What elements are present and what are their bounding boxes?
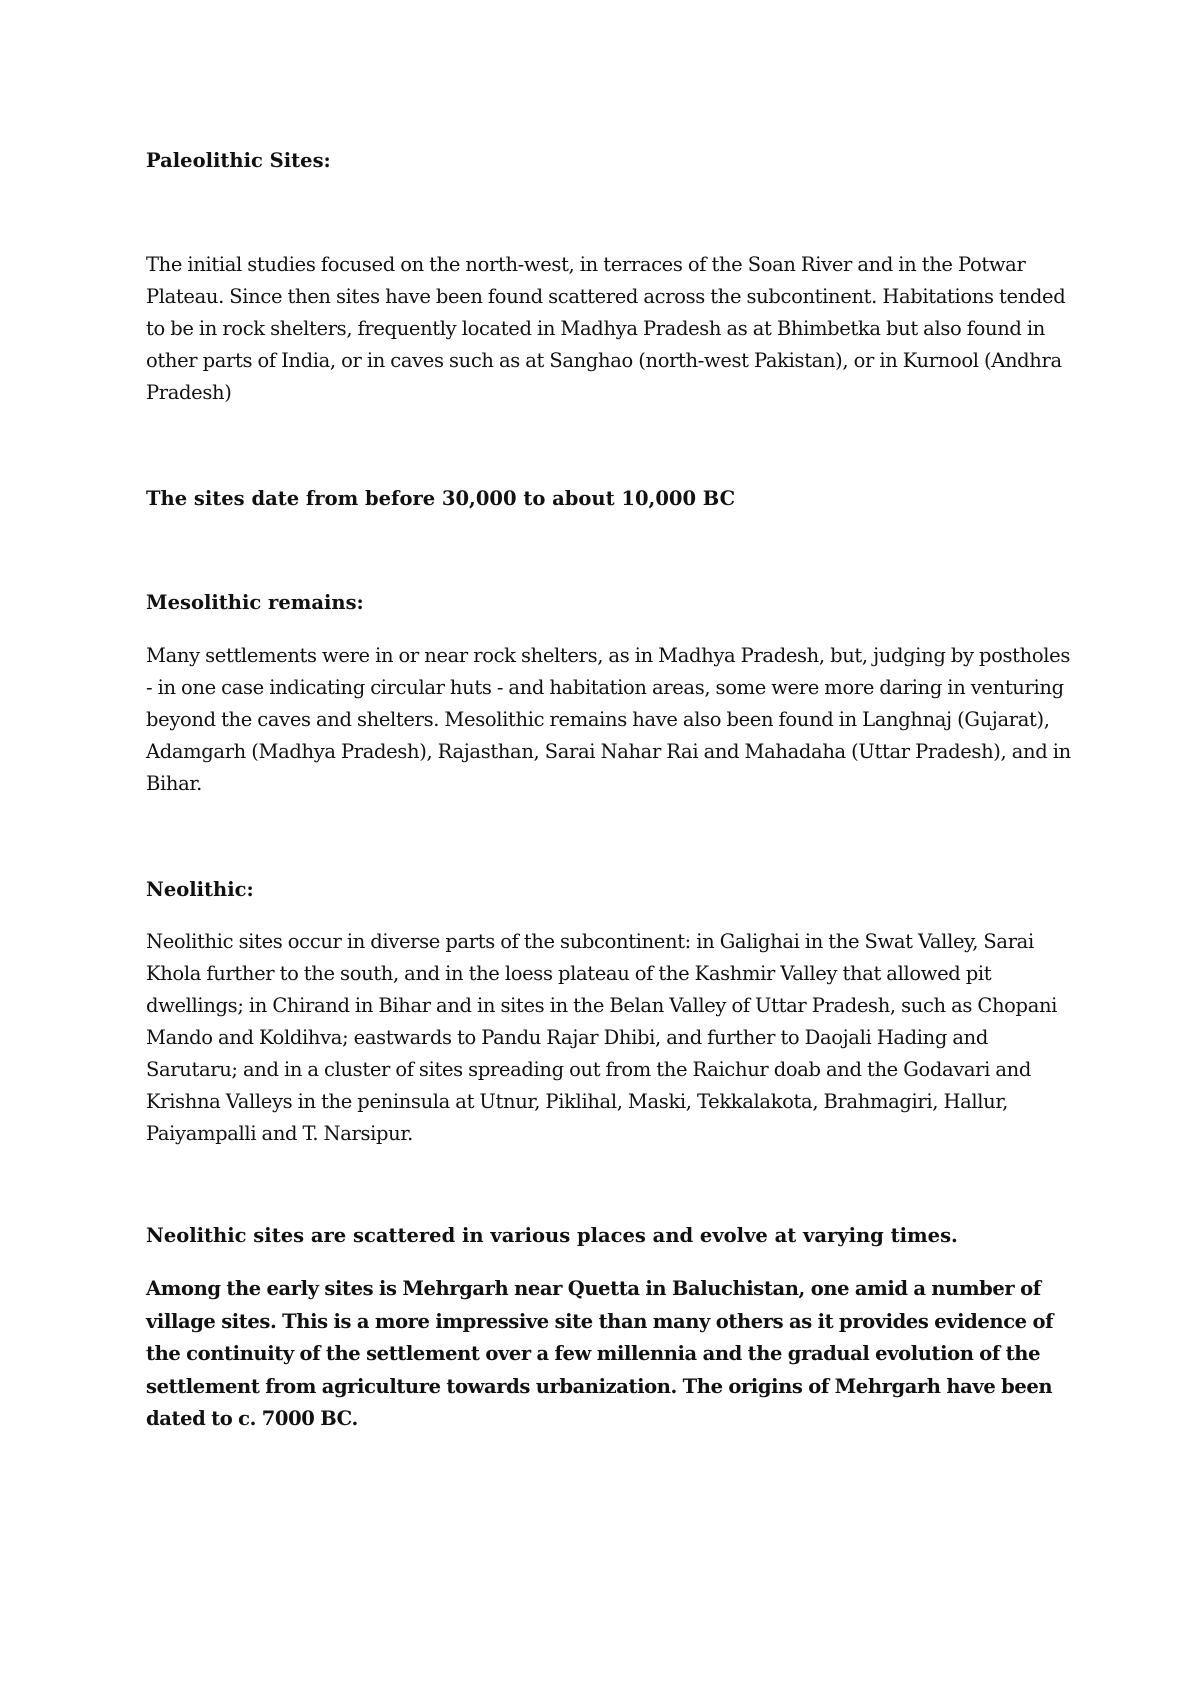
paragraph-mehrgarh: Among the early sites is Mehrgarh near Quetta in Baluchistan, one amid a number of village sites. This is a more impressive site than many others as it provides evidence of the continuity of the settlement over a few millennia and the gradual evolution of the settlement from agriculture towards urbanization. The origins of Mehrgarh have been dated to c. 7000 BC. bbox=[146, 1277, 1054, 1430]
heading-mesolithic-remains: Mesolithic remains: bbox=[146, 591, 364, 614]
paragraph-mesolithic: Many settlements were in or near rock shelters, as in Madhya Pradesh, but, judging by postholes - in one case indicating circular huts - and habitation areas, some were more daring in venturing beyond the caves and shelters. Mesolithic remains have also been found in Langhnaj (Gujarat), Adamgarh (Madhya Pradesh), Rajasthan, Sarai Nahar Rai and Mahadaha (Uttar Pradesh), and in Bihar. bbox=[146, 644, 1071, 795]
paragraph-paleolithic: The initial studies focused on the north-west, in terraces of the Soan River and in the Potwar Plateau. Since then sites have been found scattered across the subcontinent. Habitations tended to be in rock shelters, frequently located in Madhya Pradesh as at Bhimbetka but also found in other parts of India, or in caves such as at Sanghao (north-west Pakistan), or in Kurnool (Andhra Pradesh) bbox=[146, 253, 1066, 404]
heading-neolithic-summary: Neolithic sites are scattered in various places and evolve at varying times. bbox=[146, 1224, 958, 1247]
heading-site-dates: The sites date from before 30,000 to about 10,000 BC bbox=[146, 487, 736, 510]
heading-neolithic: Neolithic: bbox=[146, 878, 254, 901]
paragraph-neolithic: Neolithic sites occur in diverse parts of the subcontinent: in Galighai in the Swat Valley, Sarai Khola further to the south, and in the loess plateau of the Kashmir Valley that allowed pit dwellings; in Chirand in Bihar and in sites in the Belan Valley of Uttar Pradesh, such as Chopani Mando and Koldihva; eastwards to Pandu Rajar Dhibi, and further to Daojali Hading and Sarutaru; and in a cluster of sites spreading out from the Raichur doab and the Godavari and Krishna Valleys in the peninsula at Utnur, Piklihal, Maski, Tekkalakota, Brahmagiri, Hallur, Paiyampalli and T. Narsipur. bbox=[146, 930, 1058, 1145]
heading-paleolithic-sites: Paleolithic Sites: bbox=[146, 149, 331, 172]
